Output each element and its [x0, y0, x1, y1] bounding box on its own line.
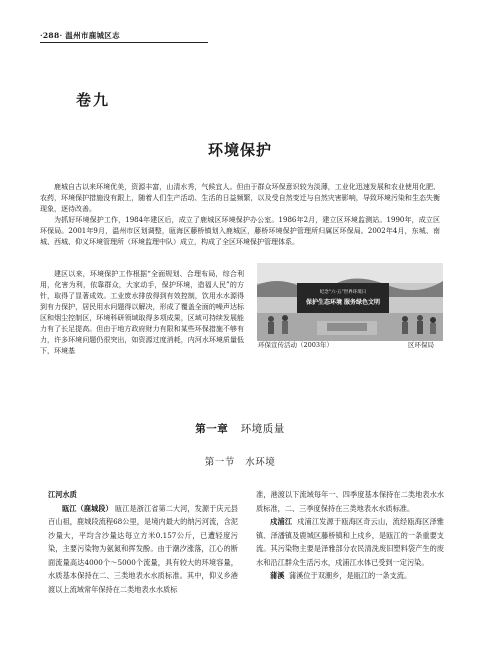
- chapter-heading: [0, 421, 480, 436]
- intro-paragraph-2: 为抓好环境保护工作，1984年建区后，成立了鹿城区环境保护办公室。1986年2月，建立区环境监测站。1990年，成立区环保局。2001年9月，温州市区划调整，瓯海区藤桥镇划入鹿城区，藤桥环境保护管理所归属区环保局。2002年4月，东城、南城、西城、仰义环境管理所（环境监理中队）成立，构成了全区环境保护管理体系。: [40, 216, 440, 246]
- running-head: ·288· 温州市鹿城区志: [40, 31, 120, 40]
- volume-label: 卷九: [76, 91, 111, 109]
- event-banner: [297, 283, 389, 313]
- banner-line-1: 纪念“六·五”世界环境日: [319, 290, 367, 295]
- paragraph-label: 戍浦江: [270, 517, 293, 526]
- banner-line-2: 保护生态环境 服务绿色文明: [305, 299, 381, 306]
- photo-credit: 区环保局: [408, 341, 434, 349]
- subsection-heading: 江河水质: [48, 490, 77, 499]
- body-column-left: [48, 488, 238, 596]
- event-photo: [257, 263, 443, 341]
- chapter-title: 环境质量: [240, 423, 285, 435]
- paragraph-text: 瓯江是浙江省第二大河，发源于庆元县百山祖，鹿城段流程68公里，是境内最大的纳污河流，含泥沙量大，平均含沙量达每立方米0.157公斤，已遭轻度污染，主要污染物为氨氮和挥发酚。由于潮汐涨落，江心的断面流量高达4000个～5000个流量，具有较大的环境容量，水质基本保持在二、三类地表水水质标准。其中，仰义乡港渡以上流域常年保持在二类地表水水质标: [48, 503, 238, 594]
- page-title: 环境保护: [207, 141, 272, 159]
- event-photo-image: [257, 263, 443, 341]
- section-title: 水环境: [245, 457, 276, 468]
- chapter-label: 第一章: [195, 423, 229, 435]
- body-paragraph: [48, 502, 238, 597]
- intro-paragraph-1: 鹿城自古以来环境优美，资源丰富，山清水秀，气候宜人。但由于群众环保意识较为淡薄，工业化迅速发展和农业使用化肥、农药，环境保护措施没有跟上，随着人们生产活动、生活的日益频繁，以及受自然变迁与自然灾害影响，导致环境污染和生态失衡现象，逐待改善。: [40, 183, 440, 213]
- header-rule: [40, 42, 208, 43]
- body-paragraph: [256, 515, 444, 569]
- section-label: 第一节: [204, 457, 235, 468]
- intro-paragraph-3: 建区以来，环境保护工作根据“全面规划、合理布局，综合利用，化害为利，依靠群众，大家动手，保护环境，造福人民”的方针，取得了显著成效。工业废水排放得到有效控制，饮用水水源得到有力保护，居民用水问题得以解决，形成了覆盖全面的噪声达标区和烟尘控制区，环境科研领域取得多项成果，区域可持续发展能力有了长足提高。但由于地方政府财力有限和某些环保措施不够有力，许多环境问题仍很突出，如资源过度消耗，内河水环境质量低下，环境基: [40, 270, 244, 355]
- paragraph-text: 蒲溪位于双潮乡，是瓯江的一条支流。: [288, 571, 412, 580]
- section-heading: [0, 454, 480, 468]
- paragraph-label: 蒲溪: [270, 571, 285, 580]
- paragraph-text: 戍浦江发源于瓯海区奇云山，流经瓯海区泽雅镇、泽潘镇及鹿城区藤桥镇和上戍乡，是瓯江的一条重要支流。其污染物主要是泽雅部分农民清洗废旧塑料袋产生的废水和沿江群众生活污水，戍浦江水体已受到一定污染。: [256, 517, 444, 567]
- paragraph-label: 瓯江（鹿城段）: [62, 503, 113, 513]
- body-column-right: [256, 488, 444, 583]
- body-paragraph: 准，港渡以下流域每年一、四季度基本保持在二类地表水水质标准，二、三季度保持在三类地表水水质标准。: [256, 490, 444, 513]
- body-paragraph: [256, 569, 444, 583]
- photo-caption: 环保宣传活动（2003年）: [258, 341, 334, 349]
